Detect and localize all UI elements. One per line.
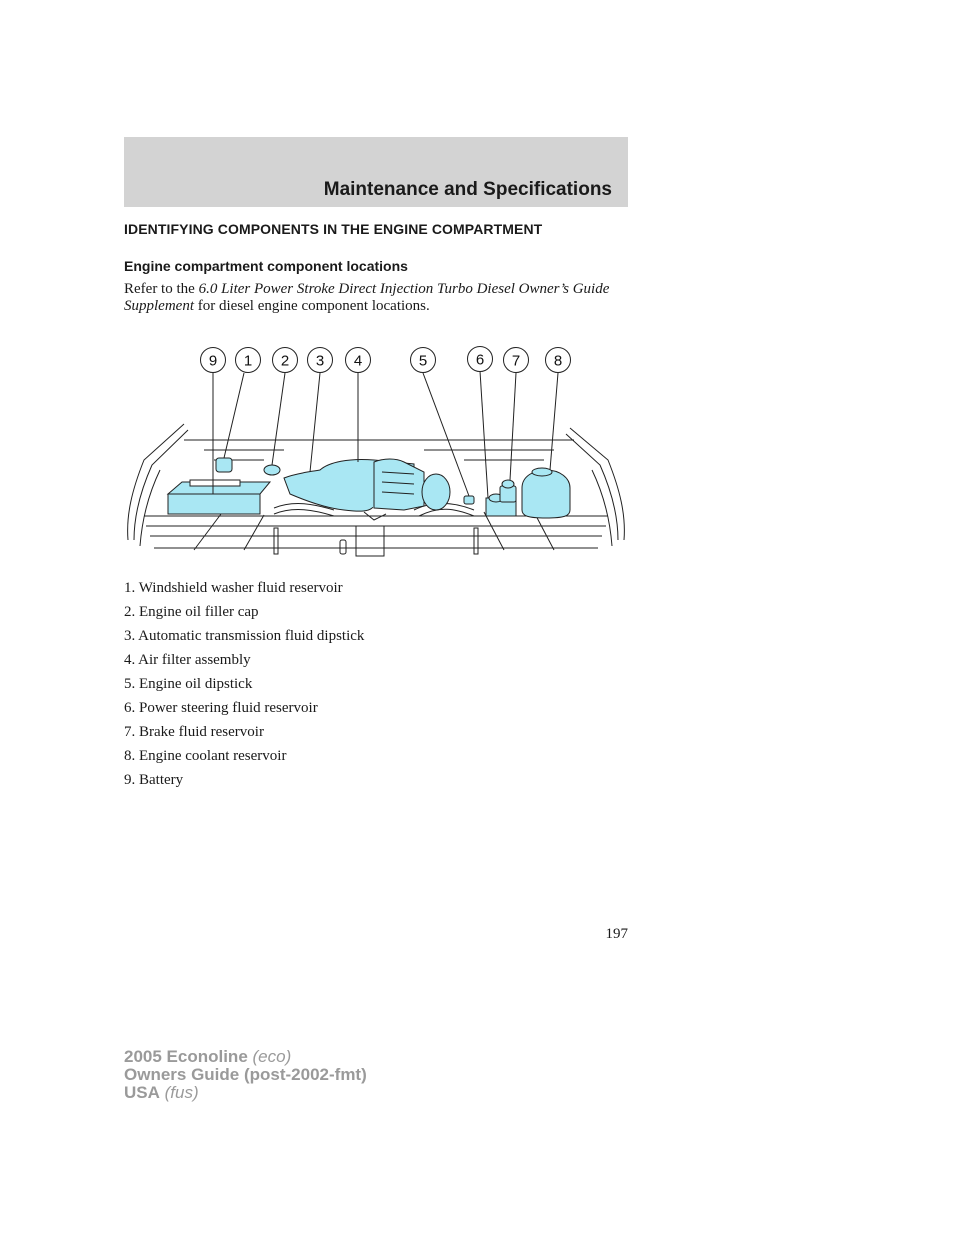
intro-paragraph [124,281,624,315]
footer-line-3 [124,1084,367,1102]
footer-market-code: (fus) [159,1083,199,1102]
list-item: 6. Power steering fluid reservoir [124,700,318,716]
intro-prefix: Refer to the [124,281,199,297]
list-item: 3. Automatic transmission fluid dipstick [124,628,365,644]
component-legend [124,579,364,795]
list-item: 2. Engine oil filler cap [124,604,259,620]
callout-7 [504,348,529,373]
air-filter-assembly-component [284,459,450,511]
coolant-reservoir-component [522,468,570,518]
battery-component [168,480,270,514]
callout-label-1: 1 [243,352,253,370]
callout-label-3: 3 [315,352,325,370]
washer-reservoir-component [216,458,232,472]
footer-market: USA [124,1083,160,1102]
callout-label-4: 4 [353,352,363,370]
callout-9 [201,348,226,373]
callout-4 [346,348,371,373]
callout-6 [468,347,493,372]
callout-label-7: 7 [511,352,521,370]
footer-line-1 [124,1048,367,1066]
callout-label-2: 2 [280,352,290,370]
list-item: 7. Brake fluid reservoir [124,724,264,740]
list-item: 4. Air filter assembly [124,652,251,668]
callout-3 [308,348,333,373]
callout-label-9: 9 [208,352,218,370]
section-header-title: Maintenance and Specifications [323,179,612,200]
footer-model: 2005 Econoline [124,1047,248,1066]
list-item: 1. Windshield washer fluid reservoir [124,580,343,596]
section-header-band [124,137,628,207]
section-heading: IDENTIFYING COMPONENTS IN THE ENGINE COMPARTMENT [124,221,543,237]
document-footer [124,1048,367,1102]
footer-guide: Owners Guide (post-2002-fmt) [124,1065,367,1084]
engine-compartment-diagram [124,340,628,572]
oil-dipstick-component [464,496,474,504]
callout-5 [411,348,436,373]
sub-heading: Engine compartment component locations [124,258,408,274]
intro-suffix: for diesel engine component locations. [193,298,430,314]
callout-label-5: 5 [418,352,428,370]
page-number: 197 [605,926,628,942]
callout-2 [273,348,298,373]
oil-filler-cap-component [264,465,280,475]
list-item: 5. Engine oil dipstick [124,676,253,692]
list-item: 9. Battery [124,772,184,788]
footer-line-2 [124,1066,367,1084]
callout-label-8: 8 [553,352,563,370]
list-item: 8. Engine coolant reservoir [124,748,287,764]
intro-document-title: 6.0 Liter Power Stroke Direct Injection Turbo Diesel Owner’s Guide Supplement [124,281,610,314]
footer-model-code: (eco) [247,1047,292,1066]
brake-fluid-reservoir-component [500,480,516,502]
callout-label-6: 6 [475,351,485,369]
callout-8 [546,348,571,373]
callout-1 [236,348,261,373]
